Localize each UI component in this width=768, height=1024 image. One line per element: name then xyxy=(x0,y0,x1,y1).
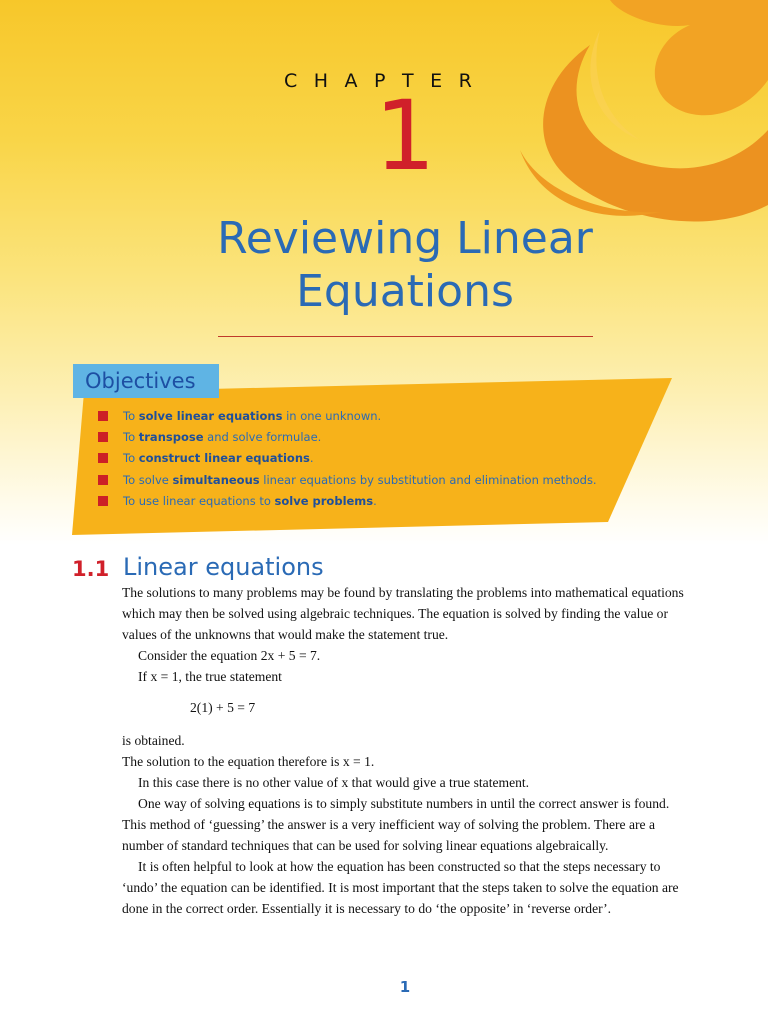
display-equation: 2(1) + 5 = 7 xyxy=(190,700,256,716)
section-number: 1.1 xyxy=(72,557,110,581)
objective-item: To transpose and solve formulae. xyxy=(98,427,597,448)
chapter-title-line-2: Equations xyxy=(296,266,514,317)
objective-item: To construct linear equations. xyxy=(98,448,597,469)
chapter-title-line-1: Reviewing Linear xyxy=(217,213,593,264)
objective-item: To solve linear equations in one unknown. xyxy=(98,406,597,427)
paragraph: is obtained. xyxy=(122,732,185,748)
bullet-square-icon xyxy=(98,496,108,506)
paragraph: In this case there is no other value of x that would give a true statement. xyxy=(138,774,530,790)
bullet-square-icon xyxy=(98,453,108,463)
chapter-label: CHAPTER xyxy=(284,70,489,92)
paragraph: The solution to the equation therefore is x = 1. xyxy=(122,753,375,769)
objective-item: To use linear equations to solve problems. xyxy=(98,491,597,512)
paragraph: If x = 1, the true statement xyxy=(138,669,282,685)
bullet-square-icon xyxy=(98,475,108,485)
objective-item: To solve simultaneous linear equations by substitution and elimination methods. xyxy=(98,470,597,491)
section-body xyxy=(122,582,688,919)
objectives-heading: Objectives xyxy=(73,364,219,398)
bullet-square-icon xyxy=(98,411,108,421)
paragraph: It is often helpful to look at how the equation has been constructed so that the steps necessary to ‘undo’ the equation can be identified. It is most important that the steps taken to solve the equation are done in the correct order. Essentially it is necessary to do ‘the opposite’ in ‘reverse order’. xyxy=(122,859,679,917)
section-title: Linear equations xyxy=(123,553,324,581)
chapter-number: 1 xyxy=(374,80,436,192)
bullet-square-icon xyxy=(98,432,108,442)
page-number: 1 xyxy=(399,978,411,996)
paragraph: Consider the equation 2x + 5 = 7. xyxy=(138,648,321,664)
paragraph: One way of solving equations is to simply substitute numbers in until the correct answer is found. This method of ‘guessing’ the answer is a very inefficient way of solving the problem. There are a number of standard techniques that can be used for solving linear equations algebraically. xyxy=(122,795,670,854)
objectives-list xyxy=(98,406,597,512)
paragraph: The solutions to many problems may be found by translating the problems into mathematical equations which may then be solved using algebraic techniques. The equation is solved by finding the value or values of the unknowns that would make the statement true. xyxy=(122,585,684,643)
